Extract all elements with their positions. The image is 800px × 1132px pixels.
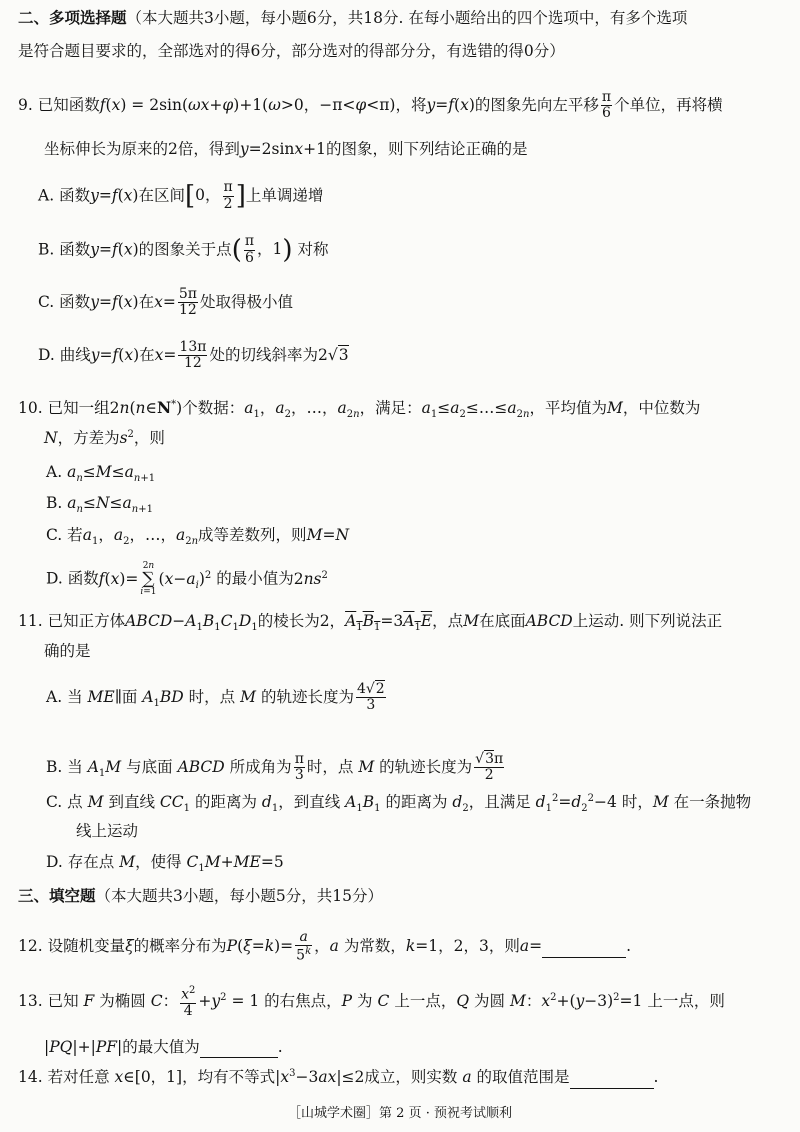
question-text: 为椭圆 [99,992,146,1011]
option-text: 函数 [59,186,91,205]
question-text: 的棱长为2， [257,612,346,630]
option-text: 在一条抛物 [673,793,752,812]
math-expression: y=f(x) [90,345,140,364]
question-text: 个单位，再将横 [614,95,723,114]
section-instructions-line2: 是符合题目要求的，全部选对的得6分，部分选对的得部分分，有选错的得0分） [18,42,565,60]
question-9-stem-line2 [44,140,528,159]
question-text: 已知一组 [47,399,110,417]
option-text: 点 [67,793,83,812]
question-11-stem: 11. 已知正方体$ABCD-A_1B_1C_1D_1$的棱长为2，$A_1B_1=3A_1E$，点M在底面ABCD上运动. 则下列说法正 [18,612,723,634]
option-text: 时， [621,793,653,812]
option-10b [46,494,153,517]
question-14-stem: 14. 若对任意 x∈[0，1]，均有不等式$|x^3-3ax|\le 2$成立，则实数 a 的取值范围是 . [18,1068,658,1089]
math-expression: y=f(x) [90,186,139,205]
section-title: 三、填空题 [18,886,96,905]
option-9d [38,340,349,372]
option-9c [38,287,293,319]
math-expression: f(x)= 2n ∑ i=1 $(x-a_i)^2$ [98,561,212,597]
option-11d [46,853,284,876]
math-expression: a= [519,937,543,956]
question-12-stem: 12. 设随机变量ξ的概率分布为P(ξ=k)= $\frac{a}{5^k}$ ，a 为常数，k=1，2，3，则a= . [18,929,632,965]
math-symbol: N [44,429,58,448]
math-expression: f(x) = 2sin(ωx+φ)+1(ω>0，−π<φ<π) [99,95,396,114]
question-text: 的最大值为 [122,1038,200,1056]
math-expression: ABCD [125,612,173,630]
question-text: ，将 [395,95,427,114]
option-text: 的轨迹长度为 [379,757,473,776]
question-number: 11. [18,612,43,630]
section-instructions: （本大题共3小题，每小题5分，共15分） [95,887,383,905]
question-text: 已知函数 [37,95,100,114]
option-label: A. [38,186,55,205]
option-9b [38,234,329,267]
math-expression: M=N [306,526,349,544]
math-symbol: Q [456,992,470,1011]
option-text: 当 [67,757,83,776]
math-expression: y=f(x) [426,95,475,114]
math-expression: $2ns^2$ [293,569,328,588]
math-expression: $d_1$ [261,793,279,815]
question-number: 12. [18,937,43,956]
question-text: 的图象先向左平移 [474,95,599,114]
section-fill-blank-heading [18,886,383,906]
option-text: 上单调递增 [245,186,324,205]
math-expression: $|x^3-3ax|\le 2$ [275,1068,365,1087]
option-11b [46,752,506,784]
section-instructions: （本大题共3小题，每小题6分，共18分. 在每小题给出的四个选项中，有多个选项 [126,9,688,27]
math-expression: $C_1M+ME=5$ [186,853,284,875]
question-text: 已知 [47,992,79,1011]
option-text: 若 [67,526,83,544]
option-10c [46,526,349,549]
section-title: 二、多项选择题 [18,8,127,27]
math-expression: $A_1M$ [87,757,122,779]
math-expression: $d_2$ [452,793,469,815]
question-13-stem-line2: |PQ|+|PF|的最大值为 . [44,1038,283,1058]
option-label: D. [38,345,55,364]
math-expression: 2√3 [317,345,349,364]
math-symbol: M [606,399,623,417]
option-text: 函数 [59,292,91,311]
math-expression: M：$x^2+(y-3)^2=1$ [509,992,643,1011]
math-expression: y=2sinx+1 [239,140,326,158]
math-symbol: a [329,937,339,956]
option-text: 与底面 [126,757,173,776]
math-expression: $d_1^2=d_2^2-4$ [535,793,617,815]
math-expression: x∈[0，1] [114,1068,183,1087]
option-text: ，且满足 [468,793,531,812]
math-expression: $s^2$ [119,429,134,448]
option-text: 成等差数列，则 [198,526,307,544]
question-text: 为 [357,992,373,1011]
math-fraction: $\frac{4√2}{3}$ [356,681,385,714]
math-expression: x= $\frac{13\pi}{12}$ [154,339,207,372]
option-label: A. [46,687,63,706]
answer-blank[interactable] [200,1038,278,1058]
question-text: ，满足： [359,399,422,417]
question-10-stem-line2 [44,429,165,449]
question-text: 为圆 [473,992,505,1011]
option-label: C. [46,526,63,544]
option-label: B. [46,757,63,776]
option-11a [46,682,388,714]
answer-blank[interactable] [570,1068,654,1088]
option-11c [46,793,751,816]
math-symbol: a [462,1068,472,1087]
question-text: 设随机变量 [47,937,126,956]
math-expression: C： $\frac{x^2}{4}$ $+y^2 = 1$ [150,985,260,1020]
math-expression: $a_n\le M\le a_{n+1}$ [67,463,156,485]
question-text: 为常数， [343,937,406,956]
math-expression: $A_1B_1$ [345,793,381,815]
option-11c-line2: 线上运动 [76,822,139,840]
option-text: 在 [138,292,155,311]
question-text: 的图象，则下列结论正确的是 [326,140,528,158]
question-text: 的概率分布为 [133,937,227,956]
option-text: 存在点 [67,853,115,871]
option-text: 在 [139,345,155,364]
question-text: 已知正方体 [47,612,126,630]
option-text: 的图象关于点 [138,240,232,259]
question-number: 9. [18,95,33,114]
option-text: ，到直线 [278,793,341,812]
math-symbol: F [83,992,95,1011]
math-expression: P(ξ=k)= $\frac{a}{5^k}$ [226,929,312,965]
math-expression: 2n(n∈N*) [109,398,183,417]
option-label: B. [38,240,55,259]
question-10-stem [18,398,700,422]
math-expression: $a_n\le N\le a_{n+1}$ [67,494,153,516]
question-text: 在底面 [479,612,526,630]
option-text: ，使得 [135,853,182,871]
math-interval: [0， $\frac{\pi}{2}$ ] [184,179,246,212]
option-label: C. [38,292,55,311]
question-text: 若对任意 [47,1068,110,1087]
option-text: 所成角为 [229,757,292,776]
option-10a [46,463,155,486]
math-symbol: ξ [125,937,134,956]
question-text: ，方差为 [57,429,120,448]
math-expression: $a_1\le a_2\le\dots\le a_{2n}$ [421,399,530,421]
question-text: 上一点， [394,992,457,1011]
section-multi-choice-heading [18,8,687,28]
math-expression: ME∥ [87,687,122,706]
math-symbol: P [341,992,353,1011]
math-expression: |PQ|+|PF| [44,1038,123,1056]
option-text: 函数 [67,569,99,588]
option-text: 曲线 [59,345,91,364]
math-fraction: $\frac{\pi}{6}$ [601,89,612,122]
option-label: C. [46,793,63,812]
option-10d [46,562,328,597]
math-fraction: $\frac{√3\pi}{2}$ [475,751,504,784]
math-expression: ABCD [525,612,573,630]
option-text: 对称 [297,240,329,259]
question-text: 上一点，则 [647,992,725,1011]
math-vector-equation: $A_1B_1=3A_1E$ [345,612,433,634]
math-symbol: M [463,612,480,630]
option-text: 处的切线斜率为 [209,345,318,364]
question-text: ，点 [432,612,464,630]
question-text: ， [314,937,330,956]
option-text: 的距离为 [385,793,448,812]
option-text: 到直线 [108,793,155,812]
option-text: 在区间 [138,186,185,205]
option-label: D. [46,569,63,588]
question-text: ，中位数为 [622,399,701,417]
question-number: 14. [18,1068,43,1087]
question-text: ，均有不等式 [182,1068,276,1087]
option-text: 时，点 [188,687,236,706]
option-text: 函数 [59,240,91,259]
math-expression: $a_1$，$a_2$，…，$a_{2n}$ [82,526,199,548]
question-text: 的右焦点， [264,992,342,1011]
question-number: 10. [18,399,43,417]
math-symbol: C [377,992,390,1011]
question-text: ，则 [488,937,520,956]
math-expression: $A_1B_1C_1D_1$ [185,612,258,634]
math-expression: k=1，2，3 [405,937,489,956]
option-text: 的轨迹长度为 [260,687,354,706]
question-text: 个数据： [182,399,245,417]
question-text: 坐标伸长为原来的2倍，得到 [44,140,240,158]
question-text: 成立，则实数 [364,1068,458,1087]
option-text: 当 [67,687,83,706]
math-expression: y=f(x) [90,240,139,259]
question-number: 13. [18,992,43,1011]
question-text: 上运动. 则下列说法正 [572,612,723,630]
question-text: 的取值范围是 [476,1068,570,1087]
question-11-stem-line2: 确的是 [44,642,91,660]
math-point: ( $\frac{\pi}{6}$ ，1) [231,233,293,266]
math-expression: $CC_1$ [159,793,190,815]
math-symbol: M [87,793,104,812]
math-expression: $A_1BD$ [142,687,184,709]
option-label: A. [46,463,63,481]
answer-blank[interactable] [542,937,626,957]
option-text: 的最小值为 [216,569,294,588]
question-text: ，则 [133,429,165,448]
question-text: ，平均值为 [529,399,607,417]
math-expression: ABCD [177,757,225,776]
math-expression: x= $\frac{5\pi}{12}$ [154,286,197,319]
question-13-stem [18,985,725,1019]
question-9-stem [18,90,723,122]
option-text: 面 [121,687,138,706]
option-text: 时，点 [306,757,354,776]
math-symbol: M [358,757,375,776]
option-9a [38,180,323,213]
math-expression: y=f(x) [90,292,139,311]
math-expression: $a_1$，$a_2$，…，$a_{2n}$ [244,399,360,421]
math-symbol: M [240,687,256,706]
math-symbol: M [652,793,669,812]
math-symbol: M [119,853,136,871]
option-text: 处取得极小值 [199,292,293,311]
math-fraction: $\frac{\pi}{3}$ [294,751,304,784]
option-text: 的距离为 [194,793,257,812]
page-footer: ［山城学术圈］第 2 页 · 预祝考试顺利 [288,1106,512,1121]
option-label: D. [46,853,63,871]
option-label: B. [46,494,63,512]
